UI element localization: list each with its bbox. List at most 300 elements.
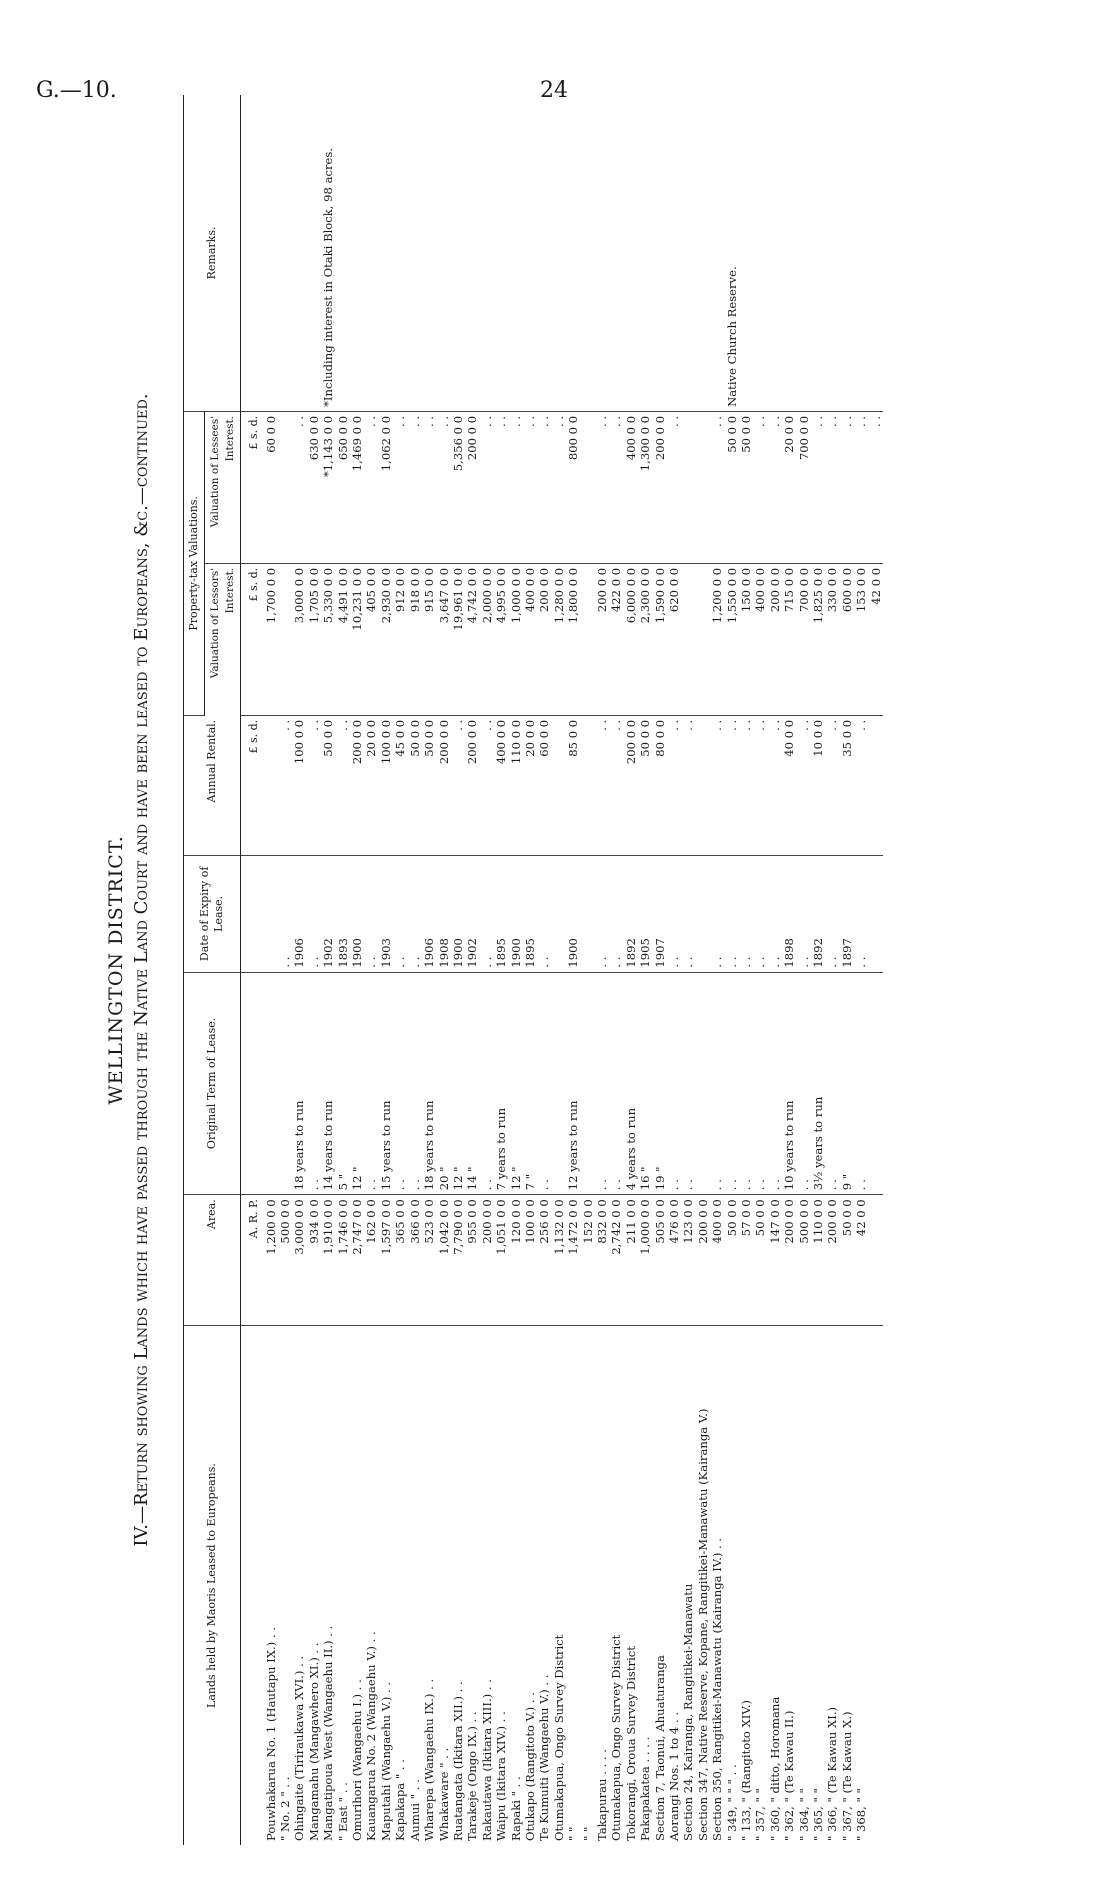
cell-area: 1,597 0 0: [379, 1195, 393, 1326]
cell-rental: 35 0 0: [840, 715, 854, 855]
cell-remarks: [854, 95, 868, 411]
cell-rental: . .: [480, 715, 494, 855]
cell-land: Section 350, Rangitikei-Manawatu (Kairanga IV.) . .: [710, 1537, 725, 1841]
cell-expiry: . .: [797, 856, 811, 973]
cell-area: 200 0 0: [480, 1195, 494, 1326]
cell-land: " 360, " ditto, Horomana: [767, 1696, 782, 1841]
cell-area: 42 0 0: [854, 1195, 868, 1326]
cell-lessors: 2,930 0 0: [379, 563, 393, 715]
table-row: [710, 95, 724, 1845]
cell-rental: 40 0 0: [782, 715, 796, 855]
cell-area: 500 0 0: [797, 1195, 811, 1326]
cell-lessees: . .: [825, 411, 839, 563]
cell-area: 2,742 0 0: [609, 1195, 623, 1326]
table-row: [509, 95, 523, 1845]
cell-expiry: . .: [854, 856, 868, 973]
table-row: [437, 95, 451, 1845]
cell-land: " 133, " (Rangitoto XIV.): [739, 1700, 754, 1841]
cell-lessees: [696, 411, 710, 563]
table-row: [609, 95, 623, 1845]
cell-area: 50 0 0: [725, 1195, 739, 1326]
cell-lessors: 400 0 0: [523, 563, 537, 715]
cell-area: 123 0 0: [681, 1195, 695, 1326]
cell-rental: . .: [667, 715, 681, 855]
cell-area: 256 0 0: [537, 1195, 551, 1326]
cell-rental: [869, 715, 883, 855]
cell-area: 152 0 0: [581, 1195, 595, 1326]
table-row: [581, 95, 595, 1845]
cell-area: 1,042 0 0: [437, 1195, 451, 1326]
cell-land: Rapaki " . .: [508, 1776, 523, 1841]
cell-land: Otumakapua, Ongo Survey District: [551, 1634, 566, 1841]
cell-area: 200 0 0: [825, 1195, 839, 1326]
cell-term: 12 years to run: [566, 972, 580, 1195]
cell-rental: 20 0 0: [523, 715, 537, 855]
cell-term: 12 ": [509, 972, 523, 1195]
table-row: [408, 95, 422, 1845]
cell-expiry: 1900: [451, 856, 465, 973]
cell-lessors: 42 0 0: [869, 563, 883, 715]
cell-land: " 367, " (Te Kawau X.): [839, 1711, 854, 1841]
cell-term: 18 years to run: [422, 972, 436, 1195]
table-row: [653, 95, 667, 1845]
cell-land: " 357, " ": [753, 1788, 768, 1841]
cell-expiry: [552, 856, 566, 973]
cell-term: 15 years to run: [379, 972, 393, 1195]
table-row: [811, 95, 825, 1845]
cell-term: . .: [537, 972, 551, 1195]
cell-lessees: 630 0 0: [307, 411, 321, 563]
table-row: [379, 95, 393, 1845]
cell-land: Te Kumuiti (Wangaehu V.) . .: [537, 1674, 552, 1841]
cell-rental: 100 0 0: [292, 715, 306, 855]
cell-remarks: [480, 95, 494, 411]
cell-lessees: . .: [408, 411, 422, 563]
cell-term: . .: [667, 972, 681, 1195]
cell-rental: 80 0 0: [653, 715, 667, 855]
col-header-area: Area.: [184, 1195, 241, 1326]
cell-area: 500 0 0: [278, 1195, 292, 1326]
col-header-land: Lands held by Maoris Leased to Europeans.: [184, 1326, 241, 1845]
cell-lessors: 10,231 0 0: [350, 563, 364, 715]
cell-area: [869, 1195, 883, 1326]
cell-lessors: 1,700 0 0: [264, 563, 278, 715]
cell-term: . .: [595, 972, 609, 1195]
cell-land: " 362, " (Te Kawau II.): [782, 1710, 797, 1841]
cell-term: 16 ": [638, 972, 652, 1195]
cell-term: . .: [480, 972, 494, 1195]
cell-lessees: [278, 411, 292, 563]
cell-expiry: . .: [753, 856, 767, 973]
cell-remarks: [768, 95, 782, 411]
table-row: [782, 95, 796, 1845]
cell-lessors: 620 0 0: [667, 563, 681, 715]
cell-area: 1,200 0 0: [264, 1195, 278, 1326]
cell-term: [264, 972, 278, 1195]
cell-expiry: . .: [710, 856, 724, 973]
cell-land: Section 7, Taonui, Ahuaturanga: [652, 1655, 667, 1841]
cell-term: . .: [753, 972, 767, 1195]
district-title: WELLINGTON DISTRICT.: [105, 835, 127, 1105]
cell-rental: . .: [307, 715, 321, 855]
cell-rental: . .: [725, 715, 739, 855]
table-row: [840, 95, 854, 1845]
cell-remarks: [408, 95, 422, 411]
cell-rental: . .: [797, 715, 811, 855]
cell-land: Mangamahu (Mangawhero XI.) . .: [306, 1642, 321, 1841]
cell-remarks: *Including interest in Otaki Block, 98 acres.: [321, 95, 335, 411]
cell-expiry: . .: [278, 856, 292, 973]
table-row: [465, 95, 479, 1845]
cell-land: " 366, " (Te Kawau XI.): [825, 1706, 840, 1841]
cell-area: 1,746 0 0: [336, 1195, 350, 1326]
cell-expiry: . .: [537, 856, 551, 973]
cell-rental: . .: [825, 715, 839, 855]
table-row: [321, 95, 335, 1845]
cell-remarks: [696, 95, 710, 411]
cell-lessors: 1,200 0 0: [710, 563, 724, 715]
cell-rental: 200 0 0: [350, 715, 364, 855]
cell-term: 9 ": [840, 972, 854, 1195]
cell-lessees: . .: [480, 411, 494, 563]
cell-remarks: [753, 95, 767, 411]
cell-lessees: . .: [811, 411, 825, 563]
cell-remarks: [825, 95, 839, 411]
cell-expiry: [264, 856, 278, 973]
cell-remarks: [595, 95, 609, 411]
cell-rental: 200 0 0: [624, 715, 638, 855]
cell-remarks: [437, 95, 451, 411]
cell-area: 365 0 0: [393, 1195, 407, 1326]
cell-land: Otumakapua, Ongo Survey District: [609, 1634, 624, 1841]
cell-expiry: 1895: [523, 856, 537, 973]
cell-term: [581, 972, 595, 1195]
cell-lessees: [581, 411, 595, 563]
cell-expiry: . .: [739, 856, 753, 973]
cell-lessors: 700 0 0: [797, 563, 811, 715]
cell-rental: . .: [710, 715, 724, 855]
cell-remarks: [350, 95, 364, 411]
cell-land: Tokorangi, Oroua Survey District: [623, 1646, 638, 1841]
table-row: [869, 95, 883, 1845]
cell-term: [278, 972, 292, 1195]
table-row: [480, 95, 494, 1845]
table-row: [393, 95, 407, 1845]
cell-remarks: [566, 95, 580, 411]
cell-area: 147 0 0: [768, 1195, 782, 1326]
cell-lessees: . .: [609, 411, 623, 563]
cell-lessors: 400 0 0: [753, 563, 767, 715]
cell-lessees: 1,062 0 0: [379, 411, 393, 563]
table-row: [264, 95, 278, 1845]
cell-area: 1,000 0 0: [638, 1195, 652, 1326]
cell-expiry: 1900: [509, 856, 523, 973]
cell-lessors: 918 0 0: [408, 563, 422, 715]
cell-term: 18 years to run: [292, 972, 306, 1195]
cell-land: Whakaware " . .: [436, 1747, 451, 1841]
cell-land: Ohingaite (Tiriraukawa XVI.) . .: [292, 1655, 307, 1841]
cell-lessors: 4,995 0 0: [494, 563, 508, 715]
cell-expiry: . .: [480, 856, 494, 973]
cell-lessees: . .: [710, 411, 724, 563]
cell-area: 2,747 0 0: [350, 1195, 364, 1326]
cell-lessors: 200 0 0: [537, 563, 551, 715]
cell-expiry: [696, 856, 710, 973]
table-row: [797, 95, 811, 1845]
cell-area: 832 0 0: [595, 1195, 609, 1326]
cell-lessors: 2,300 0 0: [638, 563, 652, 715]
cell-lessors: 715 0 0: [782, 563, 796, 715]
cell-expiry: 1906: [292, 856, 306, 973]
cell-remarks: [364, 95, 378, 411]
cell-area: 162 0 0: [364, 1195, 378, 1326]
cell-area: 1,910 0 0: [321, 1195, 335, 1326]
cell-rental: 85 0 0: [566, 715, 580, 855]
cell-term: 4 years to run: [624, 972, 638, 1195]
cell-expiry: . .: [725, 856, 739, 973]
cell-expiry: 1905: [638, 856, 652, 973]
cell-lessees: 1,300 0 0: [638, 411, 652, 563]
table-body: [241, 95, 883, 1845]
cell-area: 505 0 0: [653, 1195, 667, 1326]
table-row: [739, 95, 753, 1845]
cell-lessors: 405 0 0: [364, 563, 378, 715]
cell-lessors: [278, 563, 292, 715]
cell-term: . .: [768, 972, 782, 1195]
cell-land: Takapurau . . . .: [594, 1749, 609, 1841]
table-row: [566, 95, 580, 1845]
cell-area: 200 0 0: [696, 1195, 710, 1326]
table-row: [681, 95, 695, 1845]
cell-lessors: 1,705 0 0: [307, 563, 321, 715]
cell-lessees: . .: [422, 411, 436, 563]
cell-rental: . .: [854, 715, 868, 855]
cell-expiry: 1900: [350, 856, 364, 973]
cell-lessors: 1,800 0 0: [566, 563, 580, 715]
cell-expiry: [869, 856, 883, 973]
cell-lessees: . .: [393, 411, 407, 563]
cell-land: [869, 1326, 883, 1845]
table-row: [552, 95, 566, 1845]
units-row: [241, 95, 264, 1845]
cell-land: Wharepa (Wangaehu IX.) . .: [422, 1678, 437, 1841]
col-header-expiry: Date of Expiry of Lease.: [184, 856, 241, 973]
cell-land: " 368, " ": [854, 1788, 869, 1841]
cell-rental: 10 0 0: [811, 715, 825, 855]
cell-lessees: . .: [537, 411, 551, 563]
cell-land: Pakapakatea . . . .: [638, 1736, 653, 1841]
cell-rental: [552, 715, 566, 855]
cell-lessors: 2,000 0 0: [480, 563, 494, 715]
cell-term: . .: [725, 972, 739, 1195]
cell-expiry: 1907: [653, 856, 667, 973]
cell-expiry: 1893: [336, 856, 350, 973]
cell-remarks: [681, 95, 695, 411]
cell-lessors: [581, 563, 595, 715]
units-lessees: £ s. d.: [241, 411, 264, 563]
cell-lessors: 150 0 0: [739, 563, 753, 715]
cell-rental: . .: [753, 715, 767, 855]
cell-expiry: 1902: [321, 856, 335, 973]
cell-remarks: [379, 95, 393, 411]
cell-expiry: . .: [667, 856, 681, 973]
cell-lessors: 330 0 0: [825, 563, 839, 715]
cell-lessees: *1,143 0 0: [321, 411, 335, 563]
cell-land: Waipu (Ikitara XIV.) . .: [494, 1711, 509, 1841]
cell-expiry: 1900: [566, 856, 580, 973]
table-row: [667, 95, 681, 1845]
cell-land: Pouwhakarua No. 1 (Hautapu IX.) . .: [263, 1627, 278, 1841]
cell-rental: . .: [595, 715, 609, 855]
cell-remarks: [782, 95, 796, 411]
cell-lessees: . .: [840, 411, 854, 563]
cell-term: 7 years to run: [494, 972, 508, 1195]
cell-remarks: [624, 95, 638, 411]
cell-land: Omurihori (Wangaehu I.) . .: [350, 1679, 365, 1841]
table-row: [364, 95, 378, 1845]
col-header-lessors: Valuation of Lessors' Interest.: [205, 563, 241, 715]
cell-land: " 349, " " " . .: [724, 1764, 739, 1841]
cell-lessors: 6,000 0 0: [624, 563, 638, 715]
cell-lessors: 200 0 0: [595, 563, 609, 715]
cell-land: Aorangi Nos. 1 to 4 . .: [667, 1711, 681, 1841]
cell-remarks: [393, 95, 407, 411]
cell-lessees: 200 0 0: [465, 411, 479, 563]
cell-remarks: [638, 95, 652, 411]
cell-expiry: . .: [609, 856, 623, 973]
cell-lessors: 600 0 0: [840, 563, 854, 715]
table-row: [696, 95, 710, 1845]
cell-term: 7 ": [523, 972, 537, 1195]
cell-lessees: . .: [494, 411, 508, 563]
cell-expiry: . .: [681, 856, 695, 973]
cell-rental: 60 0 0: [537, 715, 551, 855]
col-header-term: Original Term of Lease.: [184, 972, 241, 1195]
cell-lessors: 19,961 0 0: [451, 563, 465, 715]
cell-remarks: [869, 95, 883, 411]
cell-expiry: . .: [768, 856, 782, 973]
cell-rental: 400 0 0: [494, 715, 508, 855]
cell-remarks: [609, 95, 623, 411]
cell-land: Kauangarua No. 2 (Wangaehu V.) . .: [364, 1631, 379, 1841]
cell-area: 200 0 0: [782, 1195, 796, 1326]
cell-land: Tarakeje (Ongo IX.) . .: [465, 1711, 480, 1841]
cell-land: " 364, " ": [796, 1788, 811, 1841]
cell-area: 57 0 0: [739, 1195, 753, 1326]
cell-lessors: 915 0 0: [422, 563, 436, 715]
cell-rental: . .: [336, 715, 350, 855]
cell-lessees: 1,469 0 0: [350, 411, 364, 563]
cell-land: " No. 2 " . .: [278, 1776, 293, 1841]
cell-term: 3½ years to run: [811, 972, 825, 1195]
subtitle-text: Return showing Lands which have passed through the Native Land Court and have been leased to Europeans, &c.—continued.: [131, 393, 152, 1506]
cell-term: [696, 972, 710, 1195]
cell-lessors: 153 0 0: [854, 563, 868, 715]
table-row: [336, 95, 350, 1845]
cell-remarks: [552, 95, 566, 411]
cell-lessees: 20 0 0: [782, 411, 796, 563]
subtitle-prefix: IV.—: [131, 1505, 152, 1547]
cell-area: 400 0 0: [710, 1195, 724, 1326]
cell-rental: . .: [609, 715, 623, 855]
cell-expiry: . .: [393, 856, 407, 973]
cell-term: . .: [710, 972, 724, 1195]
cell-remarks: [451, 95, 465, 411]
cell-rental: 50 0 0: [321, 715, 335, 855]
col-header-remarks: Remarks.: [184, 95, 241, 411]
units-rental: £ s. d.: [241, 715, 264, 855]
cell-term: 10 years to run: [782, 972, 796, 1195]
cell-land: Section 347, Native Reserve, Kopane, Rangitikei-Manawatu (Kairanga V.): [695, 1408, 710, 1841]
cell-term: 19 ": [653, 972, 667, 1195]
cell-term: 14 years to run: [321, 972, 335, 1195]
cell-lessors: 200 0 0: [768, 563, 782, 715]
cell-remarks: [840, 95, 854, 411]
cell-term: . .: [854, 972, 868, 1195]
cell-lessees: 50 0 0: [739, 411, 753, 563]
cell-rental: . .: [278, 715, 292, 855]
cell-land: Section 24, Kairanga, Rangitikei-Manawatu: [681, 1583, 696, 1841]
cell-expiry: 1906: [422, 856, 436, 973]
cell-remarks: [307, 95, 321, 411]
cell-land: Ruatangata (Ikitara XII.) . .: [450, 1681, 465, 1841]
cell-expiry: . .: [408, 856, 422, 973]
cell-rental: 50 0 0: [408, 715, 422, 855]
cell-lessees: . .: [595, 411, 609, 563]
cell-term: . .: [393, 972, 407, 1195]
cell-rental: . .: [768, 715, 782, 855]
cell-land: Rakautawa (Ikitara XIII.) . .: [479, 1679, 494, 1841]
cell-rental: 50 0 0: [638, 715, 652, 855]
cell-land: " 365, " ": [811, 1788, 826, 1841]
cell-rental: 100 0 0: [379, 715, 393, 855]
cell-area: 934 0 0: [307, 1195, 321, 1326]
cell-expiry: [581, 856, 595, 973]
cell-lessees: . .: [854, 411, 868, 563]
cell-area: 955 0 0: [465, 1195, 479, 1326]
cell-remarks: [264, 95, 278, 411]
cell-area: 1,132 0 0: [552, 1195, 566, 1326]
cell-expiry: 1908: [437, 856, 451, 973]
cell-remarks: [667, 95, 681, 411]
cell-area: 523 0 0: [422, 1195, 436, 1326]
cell-term: 12 ": [451, 972, 465, 1195]
cell-lessors: 912 0 0: [393, 563, 407, 715]
cell-lessees: 200 0 0: [653, 411, 667, 563]
cell-lessees: . .: [753, 411, 767, 563]
cell-area: 110 0 0: [811, 1195, 825, 1326]
cell-lessors: 3,647 0 0: [437, 563, 451, 715]
cell-term: 14 ": [465, 972, 479, 1195]
cell-rental: . .: [739, 715, 753, 855]
cell-rental: 50 0 0: [422, 715, 436, 855]
table-row: [725, 95, 739, 1845]
cell-term: . .: [681, 972, 695, 1195]
table-row: [278, 95, 292, 1845]
table-row: [595, 95, 609, 1845]
cell-remarks: Native Church Reserve.: [725, 95, 739, 411]
cell-area: 476 0 0: [667, 1195, 681, 1326]
cell-expiry: 1892: [811, 856, 825, 973]
table-row: [523, 95, 537, 1845]
cell-remarks: [523, 95, 537, 411]
units-area: A. R. P.: [241, 1195, 264, 1326]
cell-remarks: [422, 95, 436, 411]
cell-lessees: 50 0 0: [725, 411, 739, 563]
cell-remarks: [465, 95, 479, 411]
cell-expiry: 1902: [465, 856, 479, 973]
col-header-valuations: Property-tax Valuations.: [184, 411, 205, 715]
